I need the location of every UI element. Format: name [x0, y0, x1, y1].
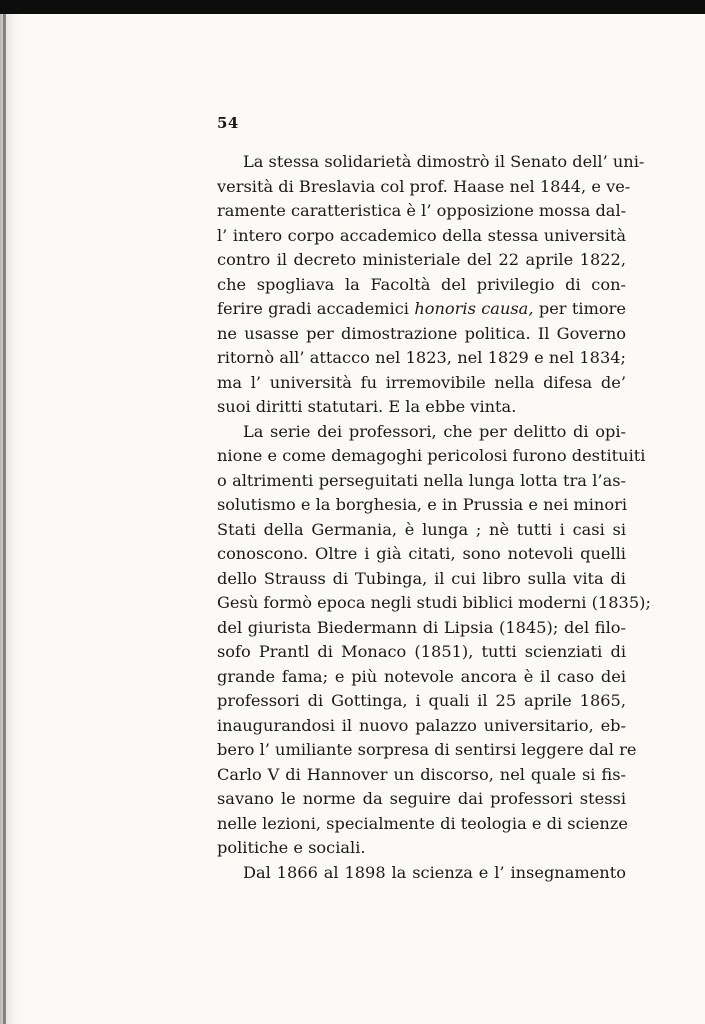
- text-line: ritornò all’ attacco nel 1823, nel 1829 e nel 1834;: [217, 348, 626, 367]
- text-line: grande fama; e più notevole ancora è il caso dei: [217, 666, 626, 686]
- text-line: dello Strauss di Tubinga, il cui libro sulla vita di: [217, 568, 626, 588]
- text-line: Dal 1866 al 1898 la scienza e l’ insegnamento: [243, 862, 626, 882]
- text-line: nelle lezioni, specialmente di teologia e di scienze: [217, 813, 628, 833]
- book-spine-shadow: [3, 14, 6, 1024]
- text-line: ne usasse per dimostrazione politica. Il Governo: [217, 323, 626, 343]
- text-line: ma l’ università fu irremovibile nella difesa de’: [217, 372, 626, 392]
- text-line: l’ intero corpo accademico della stessa università: [217, 225, 626, 245]
- text-line: Gesù formò epoca negli studi biblici moderni (1835);: [217, 593, 651, 612]
- text-line: versità di Breslavia col prof. Haase nel 1844, e ve-: [217, 176, 631, 196]
- scan-top-border: [0, 0, 705, 14]
- text-line: savano le norme da seguire dai professori stessi: [217, 789, 626, 808]
- text-line: politiche e sociali.: [217, 838, 366, 857]
- text-segment: per timore: [533, 299, 626, 318]
- text-line: Carlo V di Hannover un discorso, nel quale si fis-: [217, 764, 626, 784]
- text-line: che spogliava la Facoltà del privilegio di con-: [217, 274, 626, 294]
- text-line: inaugurandosi il nuovo palazzo universitario, eb-: [217, 715, 626, 735]
- text-line: solutismo e la borghesia, e in Prussia e nei minori: [217, 495, 628, 514]
- text-line: ramente caratteristica è l’ opposizione mossa dal-: [217, 201, 627, 220]
- text-segment: ferire gradi accademici: [217, 299, 415, 318]
- text-line: Stati della Germania, è lunga ; nè tutti i casi si: [217, 519, 626, 539]
- text-line: La serie dei professori, che per delitto di opi-: [243, 421, 626, 441]
- body-text: [217, 150, 651, 885]
- text-line: suoi diritti statutari. E la ebbe vinta.: [217, 397, 517, 416]
- text-line: contro il decreto ministeriale del 22 aprile 1822,: [217, 250, 626, 269]
- text-line: La stessa solidarietà dimostrò il Senato dell’ uni-: [243, 152, 645, 171]
- text-line: bero l’ umiliante sorpresa di sentirsi leggere dal re: [217, 740, 637, 759]
- text-line: nione e come demagoghi pericolosi furono destituiti: [217, 446, 646, 465]
- page-number: 54: [217, 114, 239, 132]
- text-line: o altrimenti perseguitati nella lunga lotta tra l’as-: [217, 470, 626, 490]
- text-line: del giurista Biedermann di Lipsia (1845); del filo-: [217, 617, 626, 637]
- text-line: [217, 297, 626, 322]
- text-line: professori di Gottinga, i quali il 25 aprile 1865,: [217, 691, 626, 710]
- italic-phrase: honoris causa,: [414, 299, 534, 318]
- text-line: conoscono. Oltre i già citati, sono notevoli quelli: [217, 544, 626, 563]
- text-line: sofo Prantl di Monaco (1851), tutti scienziati di: [217, 642, 626, 661]
